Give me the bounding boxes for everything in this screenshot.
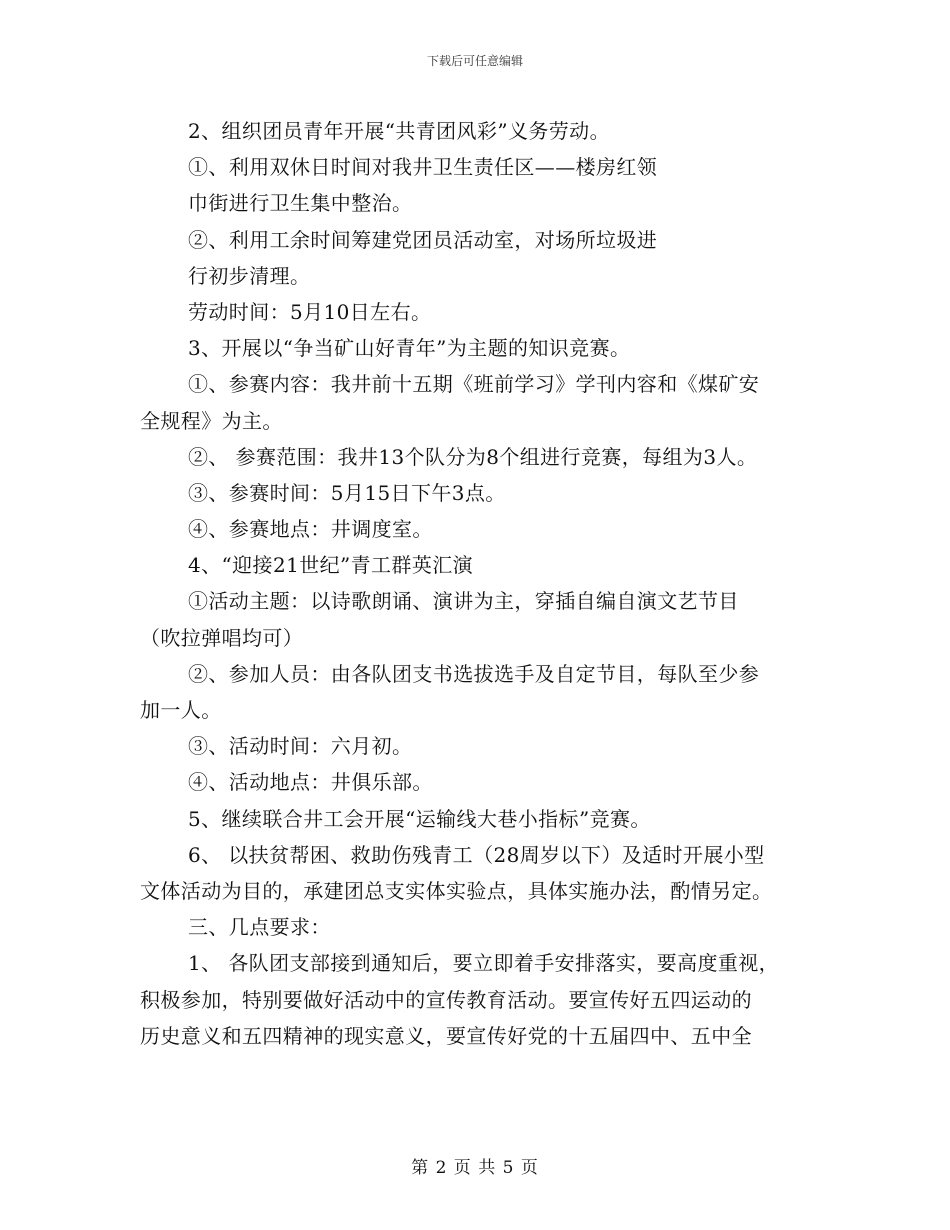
document-body [140, 113, 820, 1054]
text-line: 2、组织团员青年开展“共青团风彩”义务劳动。 [188, 119, 610, 143]
text-line: 5、继续联合井工会开展“运输线大巷小指标”竞赛。 [188, 806, 651, 831]
text-line: 4、“迎接21世纪”青工群英汇演 [188, 553, 474, 578]
text-line: ②、参加人员：由各队团支书选拔选手及自定节目，每队至少参 [188, 661, 760, 686]
text-line: ②、利用工余时间筹建党团员活动室，对场所垃圾进 [188, 227, 658, 252]
text-line: ③、活动时间：六月初。 [188, 734, 413, 759]
text-line: （吹拉弹唱均可） [140, 625, 304, 650]
text-line: ④、活动地点：井俱乐部。 [188, 770, 433, 795]
text-line: 历史意义和五四精神的现实意义，要宣传好党的十五届四中、五中全 [140, 1023, 752, 1048]
text-line: 3、开展以“争当矿山好青年”为主题的知识竞赛。 [188, 336, 631, 361]
text-line: ①、参赛内容：我井前十五期《班前学习》学刊内容和《煤矿安 [188, 372, 760, 397]
text-line: 6、 以扶贫帮困、救助伤残青工（28周岁以下）及适时开展小型 [188, 842, 765, 867]
text-line: 加一人。 [140, 698, 222, 722]
text-line: 全规程》为主。 [140, 408, 283, 433]
text-line: 巾街进行卫生集中整治。 [188, 191, 413, 216]
text-line: ③、参赛时间：5月15日下午3点。 [188, 480, 506, 505]
page-footer: 第 2 页 共 5 页 [411, 1158, 539, 1178]
text-line: 积极参加，特别要做好活动中的宣传教育活动。要宣传好五四运动的 [140, 987, 752, 1012]
text-line: 文体活动为目的，承建团总支实体实验点，具体实施办法，酌情另定。 [140, 878, 773, 903]
text-line: ①、利用双休日时间对我井卫生责任区——楼房红领 [188, 155, 658, 180]
text-line: ①活动主题：以诗歌朗诵、演讲为主，穿插自编自演文艺节目 [188, 589, 739, 614]
text-line: 劳动时间：5月10日左右。 [188, 299, 432, 324]
text-line: 1、 各队团支部接到通知后，要立即着手安排落实，要高度重视， [188, 951, 780, 976]
text-line: 行初步清理。 [188, 263, 311, 288]
text-line: ②、 参赛范围：我井13个队分为8个组进行竞赛，每组为3人。 [188, 444, 758, 469]
text-line: ④、参赛地点：井调度室。 [188, 517, 433, 542]
page-header: 下载后可任意编辑 [426, 54, 523, 68]
text-line: 三、几点要求： [188, 915, 331, 940]
